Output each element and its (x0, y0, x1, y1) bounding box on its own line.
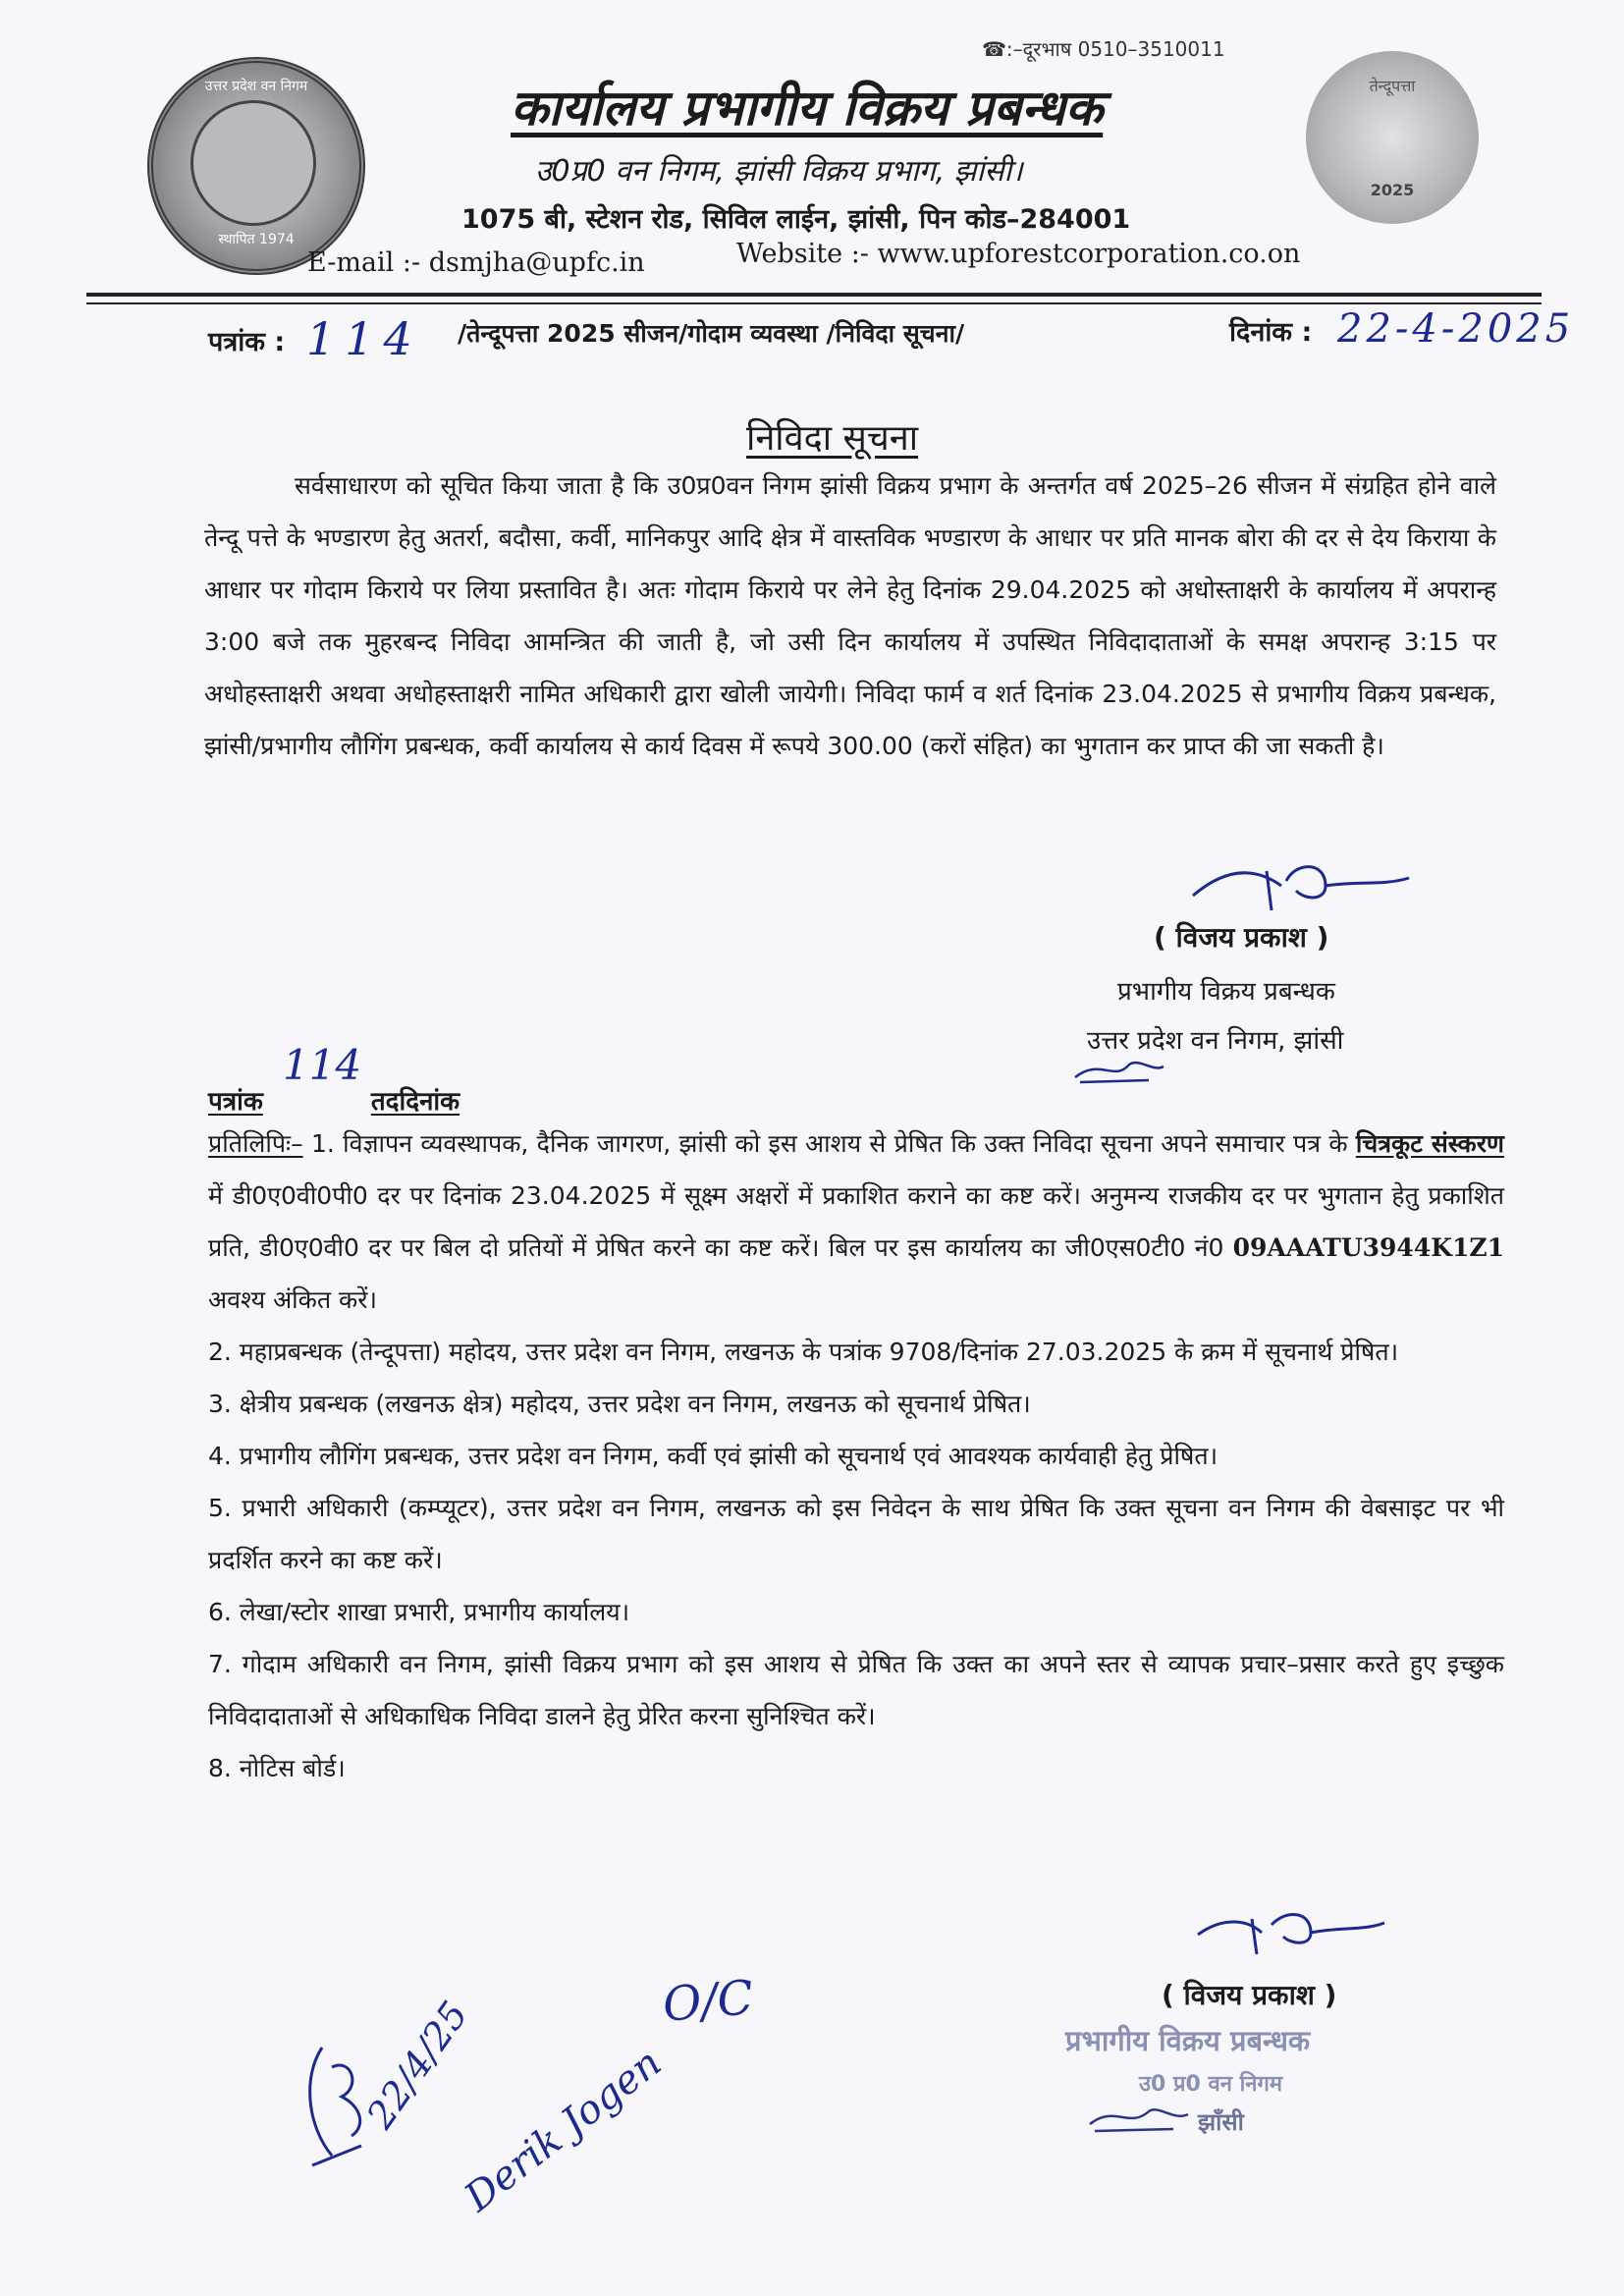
copy-item-4: 4. प्रभागीय लौगिंग प्रबन्धक, उत्तर प्रदेश वन निगम, कर्वी एवं झांसी को सूचनार्थ एवं आवश्यक कार्यवाही हेतु प्रेषित। (208, 1442, 1218, 1470)
website-address: Website :- www.upforestcorporation.co.on (736, 239, 1301, 269)
copy-ref-number-handwritten: 114 (283, 1041, 362, 1089)
right-seal-top-text: तेन्दूपत्ता (1369, 77, 1416, 95)
stamp-line-2: उ0 प्र0 वन निगम (1139, 2072, 1283, 2097)
office-stamp (1065, 2011, 1399, 2159)
copy-item-5: 5. प्रभारी अधिकारी (कम्प्यूटर), उत्तर प्रदेश वन निगम, लखनऊ को इस निवेदन के साथ प्रेषित कि उक्त सूचना वन निगम की वेबसाइट पर भी प्रदर्शित करने का कष्ट करें। (208, 1494, 1504, 1574)
copy-ref-label: पत्रांक (208, 1087, 263, 1117)
office-subtitle: उ0प्र0 वन निगम, झांसी विक्रय प्रभाग, झांसी। (535, 154, 1023, 189)
ref-number-handwritten: 114 (306, 312, 422, 365)
ref-label: पत्रांक : (208, 327, 286, 357)
left-seal-logo (147, 57, 365, 275)
signature-2 (1193, 1905, 1389, 1964)
copy-item-1-text-a: 1. विज्ञापन व्यवस्थापक, दैनिक जागरण, झांसी को इस आशय से प्रेषित कि उक्त निविदा सूचना अपने समाचार पत्र के (310, 1129, 1348, 1158)
header-rule-thick (86, 293, 1542, 297)
signatory-1-name: ( विजय प्रकाश ) (1154, 921, 1329, 954)
copy-ref-line (208, 1082, 460, 1118)
copy-item-6: 6. लेखा/स्टोर शाखा प्रभारी, प्रभागीय कार्यालय। (208, 1598, 630, 1626)
stamp-line-3: झाँसी (1198, 2108, 1244, 2136)
gst-number: 09AAATU3944K1Z1 (1232, 1233, 1504, 1262)
office-title: कार्यालय प्रभागीय विक्रय प्रबन्धक (511, 80, 1104, 137)
receipt-date-handwritten: 22/4/25 (358, 1993, 477, 2137)
seal-inner-circle (190, 100, 316, 226)
header-rule-thin (86, 302, 1542, 304)
right-seal-year: 2025 (1370, 181, 1415, 199)
seal-top-text: उत्तर प्रदेश वन निगम (204, 79, 308, 94)
signatory-2-name: ( विजय प्रकाश ) (1162, 1979, 1337, 2011)
copy-item-1-text-b: में डी0ए0वी0पी0 दर पर दिनांक 23.04.2025 में सूक्ष्म अक्षरों में प्रकाशित कराने का कष्ट करें। अनुमन्य राजकीय दर पर भुगतान हेतु प्रकाशित प्रति, डी0ए0वी0 दर पर बिल दो प्रतियों में प्रेषित करने का कष्ट करें। बिल पर इस कार्यालय का जी0एस0टी0 नं0 (208, 1181, 1504, 1262)
ref-subject: /तेन्दूपत्ता 2025 सीजन/गोदाम व्यवस्था /निविदा सूचना/ (458, 319, 965, 348)
oc-handwritten-note: O/C (660, 1970, 756, 2033)
copy-ref-suffix: तददिनांक (370, 1087, 460, 1117)
copy-item-1-edition: चित्रकूट संस्करण (1355, 1129, 1504, 1158)
date-label: दिनांक : (1229, 317, 1313, 348)
notice-heading: निविदा सूचना (746, 418, 919, 459)
signatory-1-designation: प्रभागीय विक्रय प्रबन्धक (1117, 977, 1335, 1007)
initial-mark-2 (1085, 2100, 1193, 2139)
signatory-1-org: उत्तर प्रदेश वन निगम, झांसी (1087, 1026, 1344, 1056)
copy-item-7: 7. गोदाम अधिकारी वन निगम, झांसी विक्रय प्रभाग को इस आशय से प्रेषित कि उक्त का अपने स्तर से व्यापक प्रचार–प्रसार करते हुए इच्छुक निविदादाताओं से अधिकाधिक निविदा डालने हेतु प्रेरित करना सुनिश्चित करें। (208, 1650, 1504, 1730)
phone-number: ☎:–दूरभाष 0510–3510011 (982, 37, 1225, 61)
signature-1 (1188, 856, 1414, 925)
notice-body-block (204, 460, 1496, 772)
receipt-name-handwritten: Derik Jogen (457, 2040, 671, 2221)
copy-item-8: 8. नोटिस बोर्ड। (208, 1754, 346, 1782)
notice-body: सर्वसाधारण को सूचित किया जाता है कि उ0प्र0वन निगम झांसी विक्रय प्रभाग के अन्तर्गत वर्ष 2025–26 सीजन में संग्रहित होने वाले तेन्दू पत्ते के भण्डारण हेतु अतर्रा, बदौसा, कर्वी, मानिकपुर आदि क्षेत्र में वास्तविक भण्डारण के आधार पर प्रति मानक बोरा की दर से देय किराया के आधार पर गोदाम किराये पर लिया प्रस्तावित है। अतः गोदाम किराये पर लेने हेतु दिनांक 29.04.2025 को अधोस्ताक्षरी के कार्यालय में अपरान्ह 3:00 बजे तक मुहरबन्द निविदा आमन्त्रित की जाती है, जो उसी दिन कार्यालय में उपस्थित निविदादाताओं के समक्ष अपरान्ह 3:15 पर अधोहस्ताक्षरी अथवा अधोहस्ताक्षरी नामित अधिकारी द्वारा खोली जायेगी। निविदा फार्म व शर्त दिनांक 23.04.2025 से प्रभागीय विक्रय प्रबन्धक, झांसी/प्रभागीय लौगिंग प्रबन्धक, कर्वी कार्यालय से कार्य दिवस में रूपये 300.00 (करों संहित) का भुगतान कर प्राप्त की जा सकती है। (204, 471, 1496, 760)
copy-item-2: 2. महाप्रबन्धक (तेन्दूपत्ता) महोदय, उत्तर प्रदेश वन निगम, लखनऊ के पत्रांक 9708/दिनांक 27.03.2025 के क्रम में सूचनार्थ प्रेषित। (208, 1338, 1399, 1366)
copy-list (208, 1118, 1504, 1794)
seal-bottom-text: स्थापित 1974 (218, 232, 295, 247)
email-address: E-mail :- dsmjha@upfc.in (307, 247, 645, 278)
copy-item-1-text-c: अवश्य अंकित करें। (208, 1285, 377, 1314)
right-seal-logo (1306, 51, 1479, 224)
copy-item-3: 3. क्षेत्रीय प्रबन्धक (लखनऊ क्षेत्र) महोदय, उत्तर प्रदेश वन निगम, लखनऊ को सूचनार्थ प्रेषित। (208, 1390, 1031, 1418)
office-address: 1075 बी, स्टेशन रोड, सिविल लाईन, झांसी, पिन कोड–284001 (461, 204, 1131, 235)
copy-prefix: प्रतिलिपिः– (208, 1129, 303, 1158)
stamp-line-1: प्रभागीय विक्रय प्रबन्धक (1065, 2024, 1311, 2057)
initial-mark-1 (1070, 1053, 1168, 1088)
date-handwritten: 22-4-2025 (1337, 306, 1575, 352)
copy-item-1 (208, 1118, 1504, 1326)
